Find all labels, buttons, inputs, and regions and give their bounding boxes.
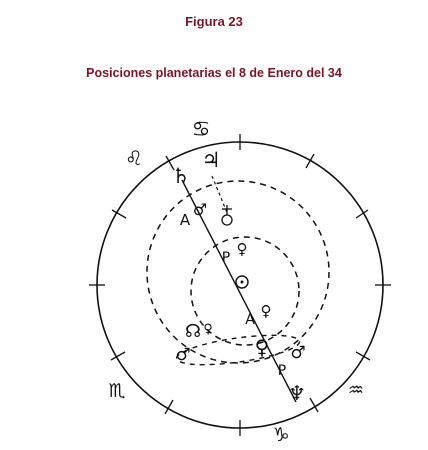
uranus-icon: [222, 205, 232, 225]
venus-icon-orbit: ♀: [254, 335, 270, 359]
venus-icon-node: ♀: [203, 322, 213, 337]
leo-icon: ♌: [125, 146, 143, 170]
mars-icon-lower: ♂: [175, 345, 191, 365]
capricorn-icon: ♑: [272, 424, 290, 446]
saturn-icon: ♄: [171, 164, 191, 188]
perihelion-marker-lower: P: [277, 363, 287, 379]
figure-label: Figura 23: [185, 14, 243, 29]
neptune-icon: ♆: [288, 381, 306, 405]
aphelion-marker-lower: A: [245, 312, 255, 328]
node-icon: ☊: [185, 321, 201, 342]
mars-icon-upper: ♂: [192, 200, 208, 219]
mars-icon-right: ♂: [290, 343, 306, 363]
sun-icon: [236, 276, 248, 288]
aquarius-icon: ♒: [347, 380, 365, 401]
venus-icon-lower: ♀: [260, 302, 272, 320]
jupiter-icon: ♃: [201, 148, 221, 172]
cancer-icon: ♋: [191, 117, 211, 141]
aphelion-marker-upper: A: [179, 211, 191, 229]
figure-caption: Posiciones planetarias el 8 de Enero del 34: [86, 66, 342, 80]
scorpio-icon: ♏: [108, 380, 126, 402]
perihelion-marker-upper: P: [221, 250, 231, 266]
orbit-outer: [147, 181, 329, 363]
venus-icon-upper: ♀: [236, 240, 248, 258]
